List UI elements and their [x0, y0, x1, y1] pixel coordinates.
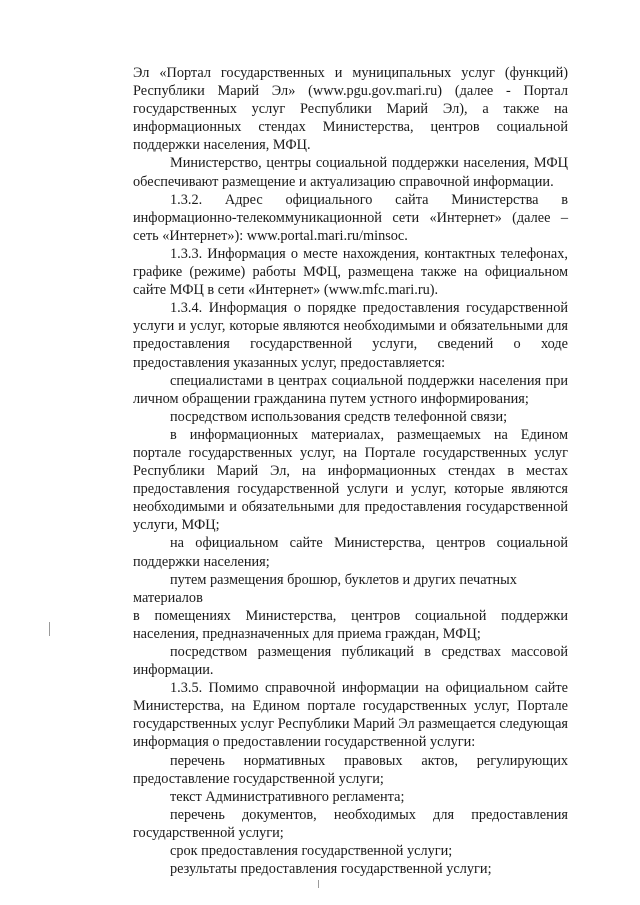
list-item-results: результаты предоставления государственной услуги; [170, 861, 492, 878]
list-item-mass-media: посредством размещения публикаций в средствах массовой информации. [133, 644, 568, 679]
list-item-documents: перечень документов, необходимых для предоставления государственной услуги; [133, 806, 568, 841]
scan-mark-left [49, 622, 50, 636]
list-item-official-site: на официальном сайте Министерства, центров социальной поддержки населения; [133, 535, 568, 570]
document-page [133, 64, 568, 878]
list-item-regulation-text: текст Административного регламента; [170, 788, 405, 805]
list-item-term: срок предоставления государственной услуги; [170, 843, 453, 860]
list-item-premises: в помещениях Министерства, центров социальной поддержки населения, предназначенных для приема граждан, МФЦ; [133, 607, 568, 642]
paragraph-reference-info: Министерство, центры социальной поддержки населения, МФЦ обеспечивают размещение и актуализацию справочной информации. [133, 155, 568, 190]
list-item-telephone: посредством использования средств телефонной связи; [170, 408, 508, 425]
scan-mark-bottom [318, 880, 319, 888]
list-item-legal-acts: перечень нормативных правовых актов, регулирующих предоставление государственной услуги; [133, 752, 568, 787]
list-item-brochures-cont: материалов [133, 589, 203, 606]
paragraph-portal-continuation: Эл «Портал государственных и муниципальных услуг (функций) Республики Марий Эл» (www.pgu.gov.mari.ru) (далее - Портал государственных услуг Республики Марий Эл), а также на информационных стендах Министерства, центров социальной поддержки населения, МФЦ. [133, 65, 568, 154]
list-item-info-materials: в информационных материалах, размещаемых на Едином портале государственных услуг, на Портале государственных услуг Республики Марий Эл, на информационных стендах в местах предоставления государственной услуги и услуг, которые являются необходимыми и обязательными для предоставления государственной услуги, МФЦ; [133, 426, 568, 534]
paragraph-1-3-3: 1.3.3. Информация о месте нахождения, контактных телефонах, графике (режиме) работы МФЦ, размещена также на официальном сайте МФЦ в сети «Интернет» (www.mfc.mari.ru). [133, 245, 568, 299]
list-item-specialists: специалистами в центрах социальной поддержки населения при личном обращении гражданина путем устного информирования; [133, 372, 568, 407]
paragraph-1-3-4: 1.3.4. Информация о порядке предоставления государственной услуги и услуг, которые являются необходимыми и обязательными для предоставления государственной услуги, сведений о ходе предоставления указанных услуг, предоставляется: [133, 300, 568, 371]
list-item-brochures: путем размещения брошюр, буклетов и других печатных [170, 571, 517, 588]
paragraph-1-3-5: 1.3.5. Помимо справочной информации на официальном сайте Министерства, на Едином портале государственных услуг, Портале государственных услуг Республики Марий Эл размещается следующая информация о предоставлении государственной услуги: [133, 680, 568, 751]
paragraph-1-3-2: 1.3.2. Адрес официального сайта Министерства в информационно-телекоммуникационной сети «Интернет» (далее – сеть «Интернет»): www.portal.mari.ru/minsoc. [133, 191, 568, 244]
